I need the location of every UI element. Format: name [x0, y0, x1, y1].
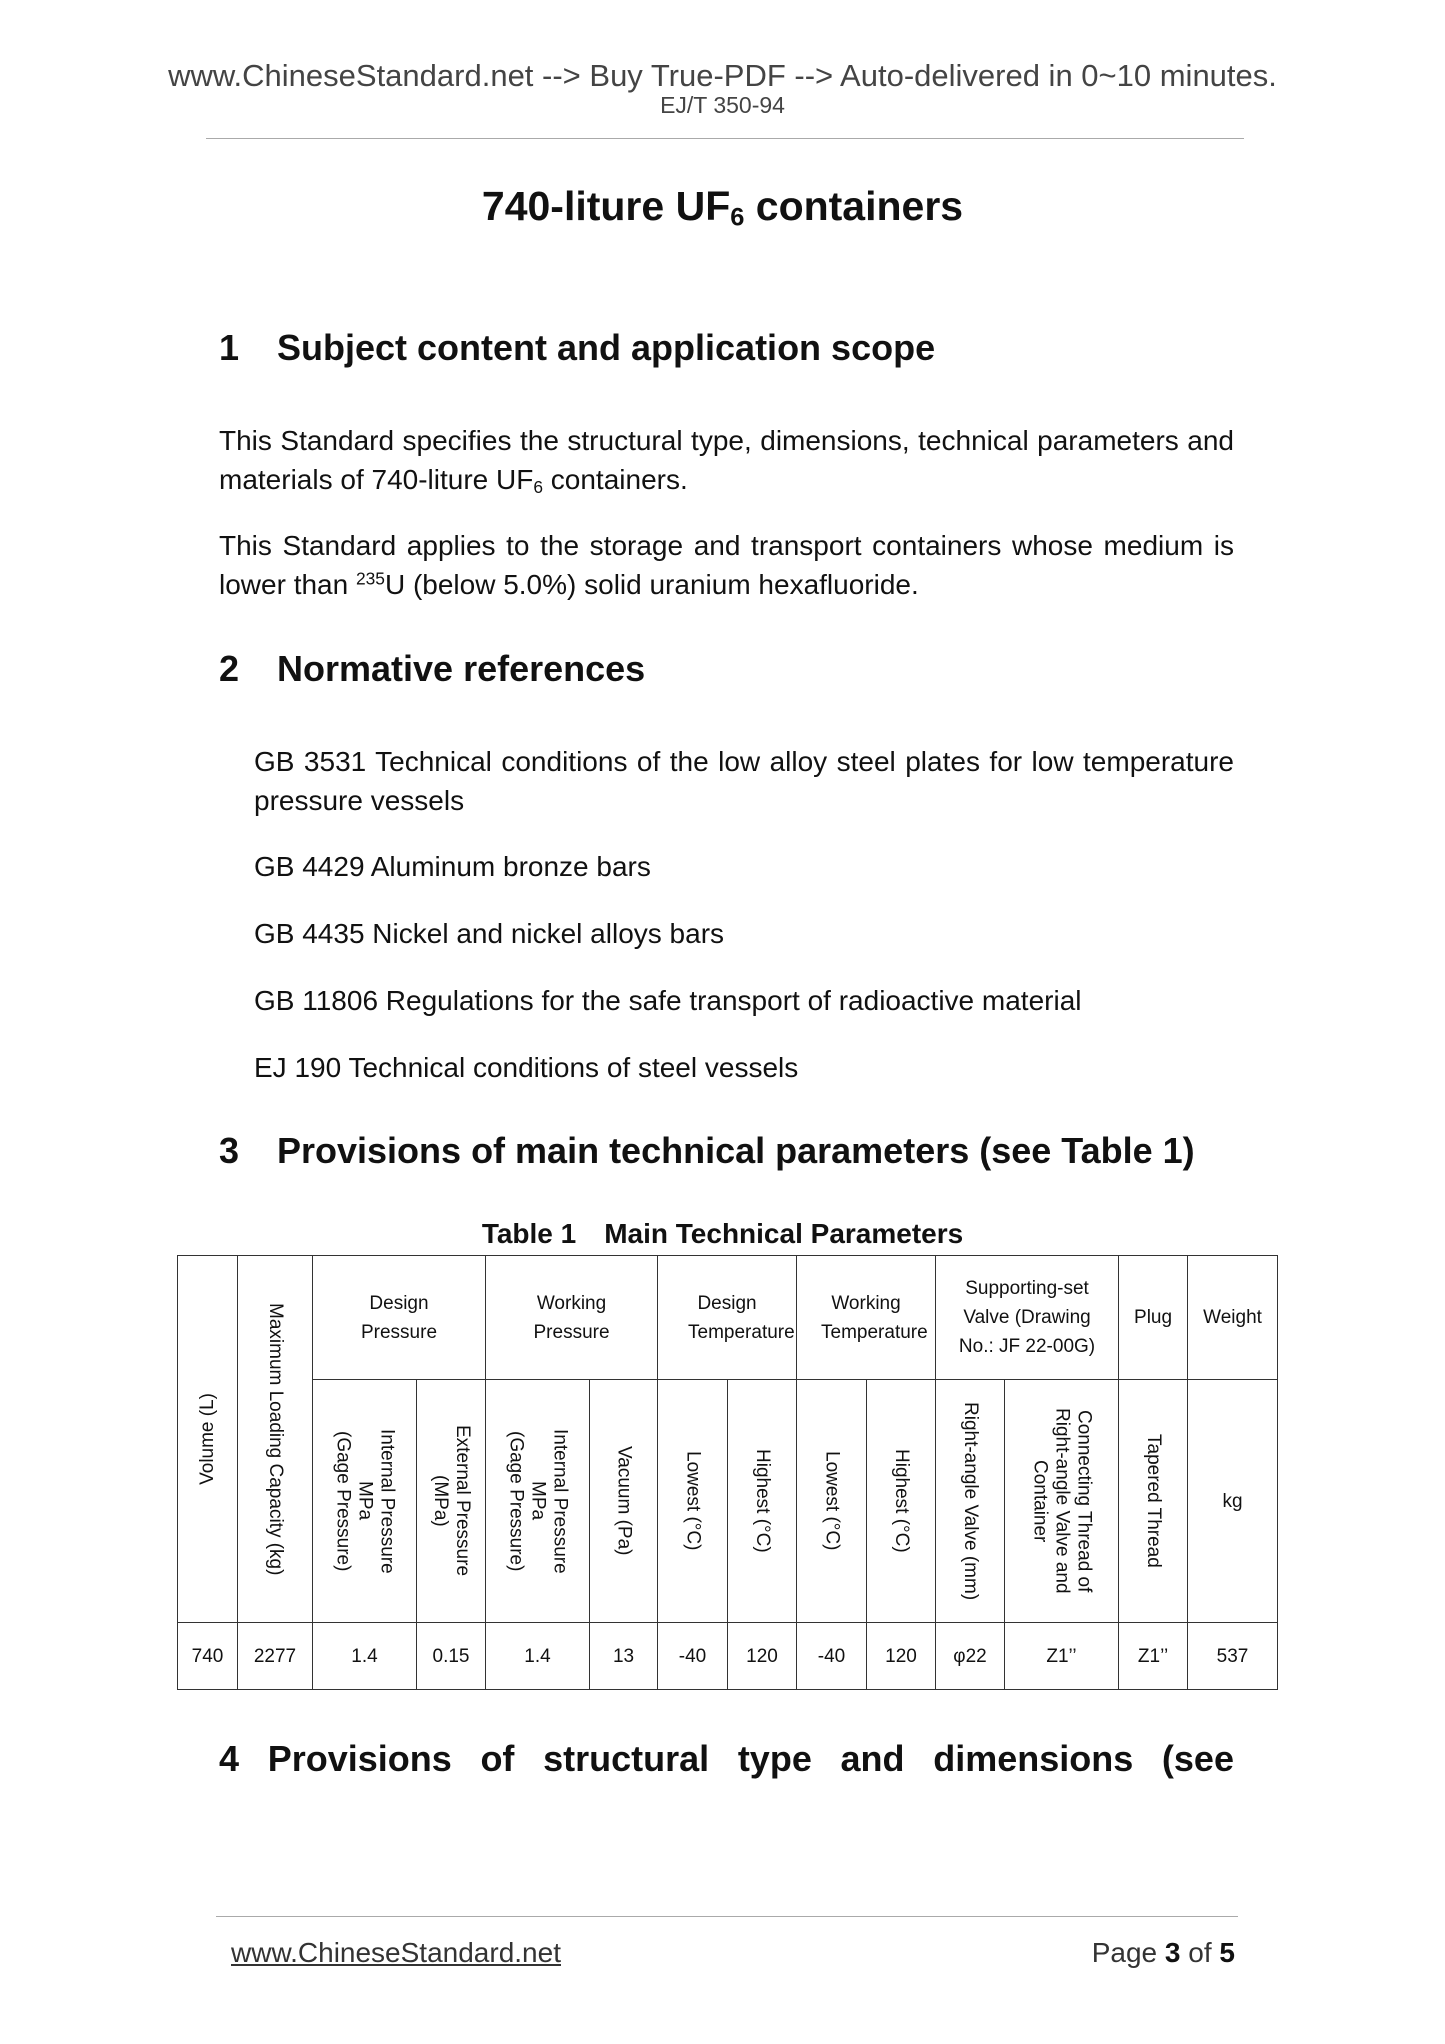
subheader-weight-unit: [1188, 1380, 1278, 1623]
subheader-valve-thread: [1005, 1380, 1119, 1623]
para-2-text: This Standard applies to the storage and transport containers whose medium is lower than: [219, 530, 1234, 600]
subheader-wp-internal: [486, 1380, 590, 1623]
para-1-subscript: 6: [533, 476, 543, 497]
header-plug: [1119, 1256, 1188, 1380]
header-weight: [1188, 1256, 1278, 1380]
page-number: 3: [1164, 1937, 1181, 1968]
page-label: Page: [1091, 1937, 1158, 1968]
page-title: [0, 183, 1445, 230]
table-caption-title: Main Technical Parameters: [604, 1218, 964, 1249]
table-cell: 0.15: [417, 1623, 486, 1690]
reference-item: GB 4429 Aluminum bronze bars: [254, 851, 651, 882]
header-weight-label: Weight: [1203, 1307, 1262, 1328]
header-supporting-valve-label: Supporting-set Valve (Drawing No.: JF 22-00G): [958, 1278, 1096, 1357]
header-design-temperature: [658, 1256, 797, 1380]
section-1-title: Subject content and application scope: [277, 327, 936, 368]
table-cell: 1.4: [486, 1623, 590, 1690]
subheader-label: External Pressure (MPa): [430, 1425, 473, 1577]
header-design-pressure-label: Design Pressure: [360, 1292, 438, 1343]
section-4-word: type: [737, 1738, 812, 1779]
table-cell: Z1’’: [1119, 1623, 1188, 1690]
subheader-label: Highest (°C): [891, 1449, 913, 1553]
table-cell: 740: [178, 1623, 238, 1690]
header-working-temperature-label: Working Temperature: [821, 1292, 928, 1343]
subheader-wt-highest: [867, 1380, 936, 1623]
para-2-text-end: U (below 5.0%) solid uranium hexafluoride.: [384, 569, 919, 600]
section-3-number: 3: [219, 1130, 240, 1171]
table-caption: [0, 1218, 1445, 1250]
subheader-dp-external: [417, 1380, 486, 1623]
table-subheader-row: [178, 1380, 1278, 1623]
reference-item: GB 3531 Technical conditions of the low alloy steel plates for low temperature pressure vessels: [254, 746, 1234, 816]
subheader-label: Vacuum (Pa): [613, 1446, 635, 1556]
header-design-temperature-label: Design Temperature: [688, 1292, 795, 1343]
parameters-table: [177, 1255, 1278, 1690]
subheader-dt-lowest: [658, 1380, 728, 1623]
header-plug-label: Plug: [1134, 1307, 1173, 1328]
table-cell: 120: [867, 1623, 936, 1690]
header-volume-label: Volume (L): [196, 1393, 218, 1485]
table-cell: Z1’’: [1005, 1623, 1119, 1690]
header-max-loading: [238, 1256, 313, 1623]
footer-site-link[interactable]: www.ChineseStandard.net: [231, 1937, 561, 1968]
subheader-label: Right-angle Valve (mm): [960, 1401, 982, 1601]
table-cell: 13: [590, 1623, 658, 1690]
header-working-pressure: [486, 1256, 658, 1380]
header-design-pressure: [313, 1256, 486, 1380]
subheader-wt-lowest: [797, 1380, 867, 1623]
title-subscript: 6: [730, 203, 745, 232]
table-cell: 2277: [238, 1623, 313, 1690]
section-4-number: 4: [219, 1738, 240, 1779]
header-working-temperature: [797, 1256, 936, 1380]
title-text-pre: 740-liture UF: [481, 183, 731, 229]
section-1-paragraph-1: [219, 421, 1234, 499]
table-cell: -40: [797, 1623, 867, 1690]
section-1-heading: [219, 327, 935, 369]
para-1-text: This Standard specifies the structural type, dimensions, technical parameters and materials of 740-liture UF: [219, 425, 1234, 495]
subheader-dt-highest: [728, 1380, 797, 1623]
title-text-post: containers: [744, 183, 964, 229]
table-cell: 537: [1188, 1623, 1278, 1690]
section-2-heading: [219, 648, 645, 690]
reference-item: EJ 190 Technical conditions of steel vessels: [254, 1052, 799, 1083]
section-4-word: (see: [1161, 1738, 1234, 1779]
section-4-heading: [219, 1738, 1234, 1780]
section-1-paragraph-2: [219, 526, 1234, 604]
subheader-plug-thread: [1119, 1380, 1188, 1623]
standard-code: EJ/T 350-94: [660, 92, 785, 118]
section-1-number: 1: [219, 327, 240, 368]
subheader-dp-internal: [313, 1380, 417, 1623]
subheader-label: kg: [1222, 1490, 1243, 1512]
of-label: of: [1188, 1937, 1212, 1968]
section-4-word: dimensions: [933, 1738, 1134, 1779]
footer-divider: [216, 1916, 1238, 1917]
header-volume: [178, 1256, 238, 1623]
para-1-text-end: containers.: [543, 464, 688, 495]
header-divider: [206, 138, 1244, 139]
reference-item: GB 4435 Nickel and nickel alloys bars: [254, 918, 725, 949]
header-supporting-valve: [936, 1256, 1119, 1380]
table-cell: -40: [658, 1623, 728, 1690]
section-3-title: Provisions of main technical parameters (see Table 1): [277, 1130, 1195, 1171]
header-banner: www.ChineseStandard.net --> Buy True-PDF --> Auto-delivered in 0~10 minutes.: [168, 58, 1277, 93]
header-max-loading-label: Maximum Loading Capacity (kg): [265, 1302, 286, 1576]
section-4-word: Provisions: [267, 1738, 452, 1779]
para-2-superscript: 235: [355, 568, 385, 589]
subheader-label: Highest (°C): [752, 1449, 774, 1553]
table-cell: 1.4: [313, 1623, 417, 1690]
subheader-label: Lowest (°C): [682, 1451, 704, 1551]
subheader-label: Internal Pressure MPa (Gage Pressure): [332, 1428, 398, 1574]
section-3-heading: [219, 1130, 1195, 1172]
subheader-label: Tapered Thread: [1143, 1434, 1165, 1568]
table-cell: 120: [728, 1623, 797, 1690]
subheader-label: Internal Pressure MPa (Gage Pressure): [505, 1428, 571, 1574]
header-working-pressure-label: Working Pressure: [533, 1292, 610, 1343]
subheader-wp-vacuum: [590, 1380, 658, 1623]
table-caption-number: Table 1: [481, 1218, 577, 1249]
table-header-row: [178, 1256, 1278, 1380]
section-4-word: structural: [543, 1738, 710, 1779]
subheader-label: Connecting Thread of Right-angle Valve and Container: [1029, 1408, 1095, 1594]
table-row: [178, 1623, 1278, 1690]
page-total: 5: [1219, 1937, 1235, 1968]
page-indicator: [1092, 1937, 1235, 1969]
section-4-word: and: [840, 1738, 905, 1779]
reference-item: GB 11806 Regulations for the safe transport of radioactive material: [254, 985, 1082, 1016]
section-2-title: Normative references: [277, 648, 646, 689]
table-cell: φ22: [936, 1623, 1005, 1690]
section-2-number: 2: [219, 648, 240, 689]
section-4-word: of: [480, 1738, 515, 1779]
subheader-label: Lowest (°C): [821, 1451, 843, 1551]
subheader-valve-right-angle: [936, 1380, 1005, 1623]
